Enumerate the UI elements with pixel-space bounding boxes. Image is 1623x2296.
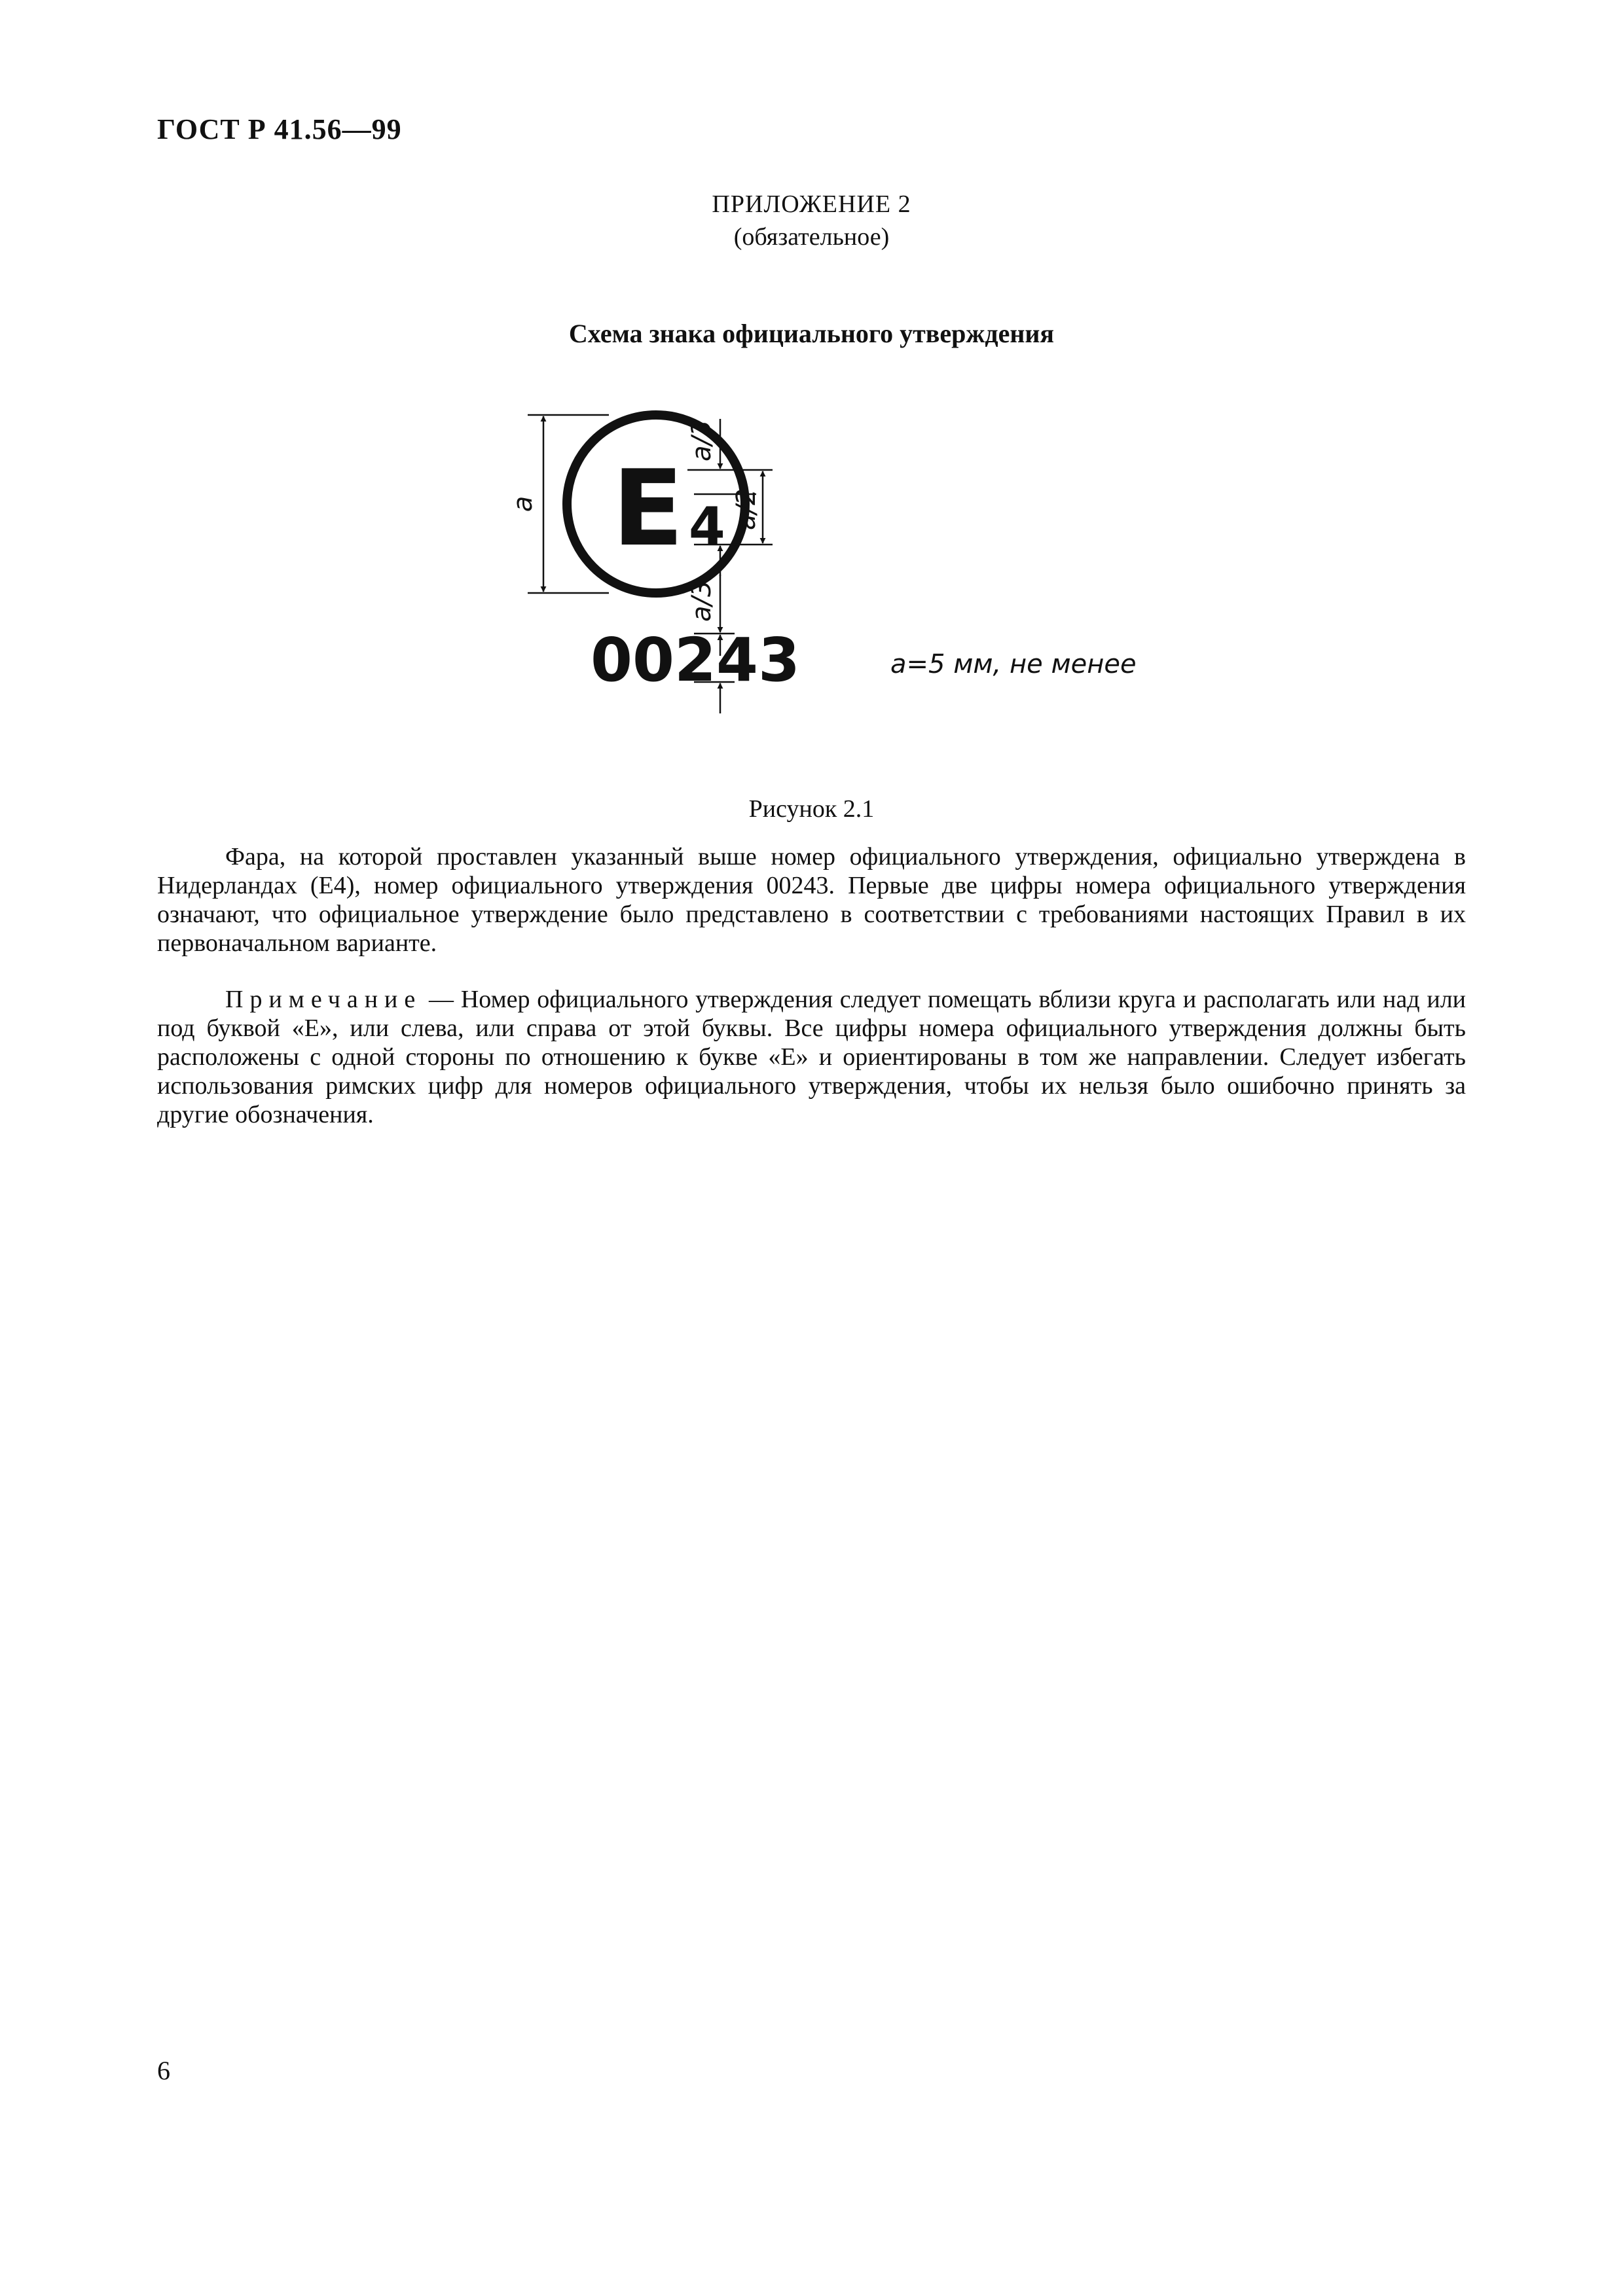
dim-a-third-bottom-label: a/3 — [687, 580, 717, 622]
approval-number: 00243 — [591, 625, 801, 695]
dim-a-label: a — [508, 495, 538, 512]
dim-a-third-top-label: a/3 — [687, 420, 717, 461]
note-text: Номер официального утверждения следует помещать вблизи круга и располагать или над или под буквой «E», или слева, или справа от этой буквы. Все цифры номера официального утверждения должны быть расположены с одной стороны по отношению к букве «E» и ориентированы в том же направлении. Следует избегать использования римских цифр для номеров официального утверждения, чтобы их нельзя было ошибочно принять за другие обозначения. — [157, 986, 1467, 1128]
approval-mark-figure — [498, 399, 1152, 740]
figure-caption: Рисунок 2.1 — [748, 795, 875, 823]
dim-a-half-label: a/2 — [731, 488, 761, 530]
size-note: a=5 мм, не менее — [890, 649, 1137, 679]
note-label: Примечание — [225, 986, 422, 1013]
mark-country-digit: 4 — [689, 496, 725, 557]
standard-header: ГОСТ Р 41.56—99 — [157, 113, 402, 145]
mark-letter: E — [612, 447, 684, 569]
note-paragraph — [157, 985, 1466, 1129]
annex-title: ПРИЛОЖЕНИЕ 2 — [712, 190, 911, 218]
body-paragraph: Фара, на которой проставлен указанный выше номер официального утверждения, официально утверждена в Нидерландах (E4), номер официального утверждения 00243. Первые две цифры номера официального утверждения означают, что официальное утверждение было представлено в соответствии с требованиями настоящих Правил в их первоначальном варианте. — [157, 843, 1466, 957]
note-dash: — — [422, 986, 461, 1013]
annex-kind: (обязательное) — [733, 223, 890, 251]
scheme-title: Схема знака официального утверждения — [568, 319, 1055, 348]
page-number: 6 — [157, 2056, 170, 2085]
